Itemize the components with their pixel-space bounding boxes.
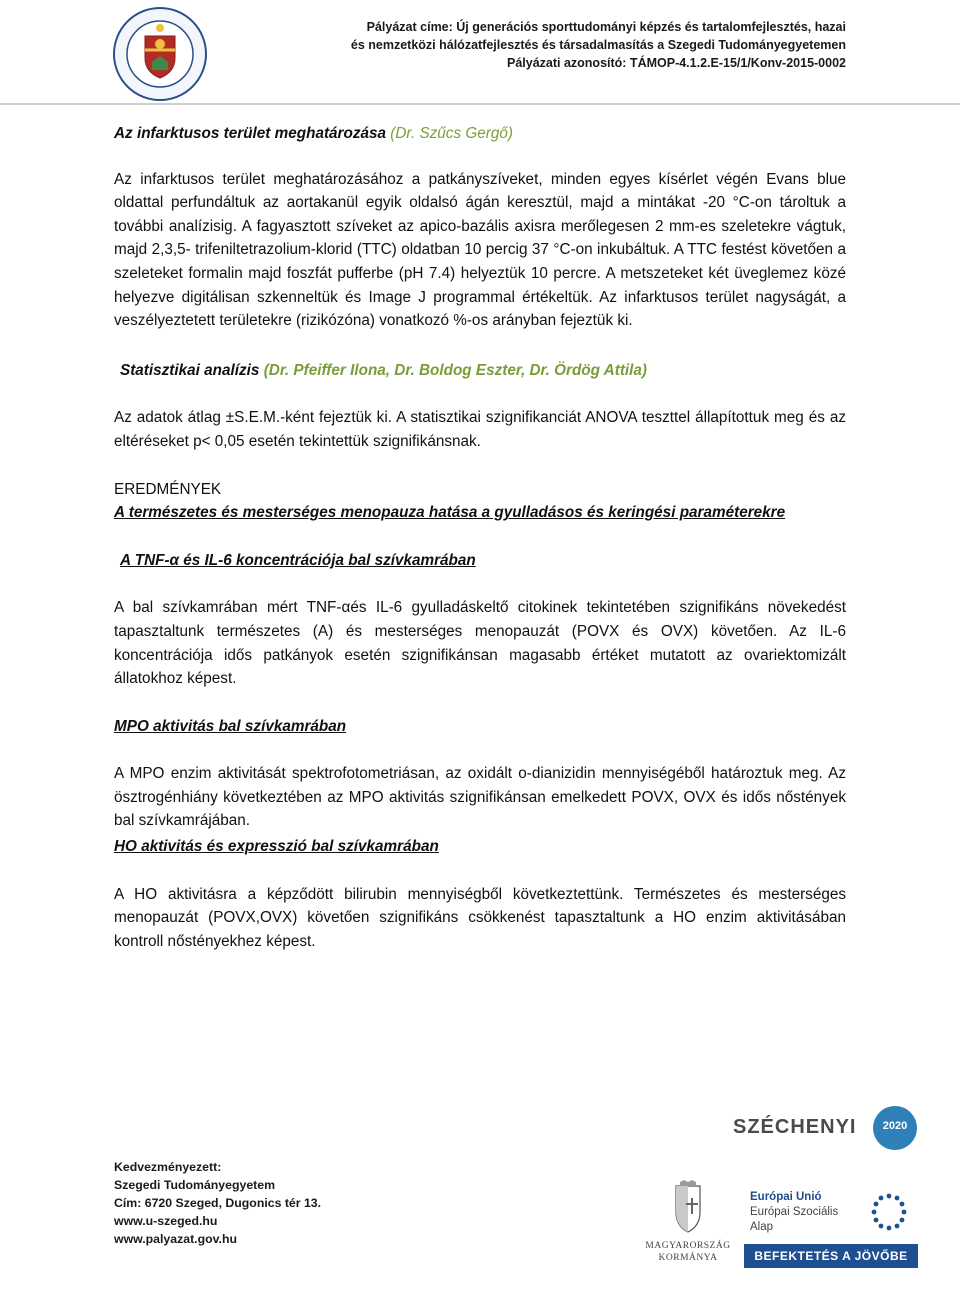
document-body (114, 122, 846, 953)
project-title-line1: Pályázat címe: Új generációs sporttudományi képzés és tartalomfejlesztés, hazai (366, 20, 846, 34)
szechenyi-year: 2020 (882, 1120, 908, 1132)
stats-authors: (Dr. Pfeiffer Ilona, Dr. Boldog Eszter, Dr. Ördög Attila) (263, 361, 648, 379)
eu-fund-name-line1: Európai Szociális (750, 1206, 839, 1218)
eu-fund-logo (744, 1188, 918, 1270)
eu-fund-name-line2: Alap (750, 1221, 774, 1233)
szechenyi-2020-logo (733, 1100, 919, 1160)
tnf-title: A TNF-α és IL-6 koncentrációja bal szívkamrában (120, 551, 476, 569)
header-divider (0, 103, 960, 105)
eu-fund-text (750, 1190, 838, 1235)
results-heading: EREDMÉNYEK (114, 480, 222, 498)
hungarian-government-logo (640, 1180, 736, 1274)
project-id: Pályázati azonosító: TÁMOP-4.1.2.E-15/1/Konv-2015-0002 (506, 56, 846, 70)
government-name-line1: MAGYARORSZÁG (645, 1241, 731, 1251)
infarct-title-text: Az infarktusos terület meghatározása (114, 125, 387, 142)
beneficiary-label: Kedvezményezett: (114, 1160, 222, 1174)
university-seal-logo (112, 6, 208, 102)
infarct-section-title (114, 122, 846, 146)
mpo-paragraph: A MPO enzim aktivitását spektrofotometriásan, az oxidált o-dianizidin mennyiségéből határoztuk meg. Az ösztrogénhiány következtében az MPO aktivitás szignifikánsan emelkedett POVX, OVX és idős nőstények bal szívkamrájában. (114, 765, 846, 830)
ho-paragraph: A HO aktivitásra a képződött bilirubin mennyiségből következtettünk. Természetes és mesterséges menopauzát (POVX,OVX) követően szignifikáns csökkenést tapasztaltunk a HO enzim aktivitásában kontroll nőstényekhez képest. (114, 885, 846, 950)
project-title-line2: és nemzetközi hálózatfejlesztés és társadalmasítás a Szegedi Tudományegyetemen (350, 38, 846, 52)
eu-flag-icon (860, 1188, 918, 1236)
mpo-title: MPO aktivitás bal szívkamrában (114, 717, 347, 735)
infarct-authors: (Dr. Szűcs Gergő) (390, 125, 513, 142)
eu-slogan-band: BEFEKTETÉS A JÖVŐBE (744, 1244, 918, 1268)
eu-name: Európai Unió (750, 1191, 822, 1203)
beneficiary-info (114, 1158, 321, 1248)
results-main-title: A természetes és mesterséges menopauza hatása a gyulladásos és keringési paraméterekre (114, 504, 786, 522)
government-name (640, 1240, 736, 1264)
stats-section-title (114, 359, 846, 383)
government-name-line2: KORMÁNYA (658, 1253, 718, 1263)
tender-website[interactable]: www.palyazat.gov.hu (114, 1232, 237, 1246)
infarct-paragraph: Az infarktusos terület meghatározásához a patkányszíveket, minden egyes kísérlet végén Evans blue oldattal perfundáltuk az aortakanül egyik oldalsó ágán keresztül, majd a mintákat -20 °C-on tároltuk a további analízisig. A fagyasztott szíveket az apico-bazális axisra merőlegesen 2 mm-es szeletekre vágtuk, majd 2,3,5- trifeniltetrazolium-klorid (TTC) oldatban 10 percig 37 °C-on inkubáltuk. A TTC festést követően a szeleteket formalin majd foszfát pufferbe (pH 7.4) helyeztük 10 percre. A metszeteket két üveglemez közé helyezve digitálisan szkenneltük és Image J programmal értékeltük. Az infarktusos terület nagyságát, a veszélyeztetett területekre (rizikózóna) vonatkozó %-os arányban fejeztük ki. (114, 170, 846, 330)
hungarian-coat-of-arms-icon (640, 1180, 736, 1238)
project-info (351, 18, 846, 72)
szechenyi-label: SZÉCHENYI (733, 1116, 857, 1138)
stats-paragraph: Az adatok átlag ±S.E.M.-ként fejeztük ki. A statisztikai szignifikanciát ANOVA teszttel állapítottuk meg és az eltéréseket p< 0,05 esetén tekintettük szignifikánsnak. (114, 409, 846, 450)
ho-title: HO aktivitás és expresszió bal szívkamrában (114, 838, 439, 856)
beneficiary-org: Szegedi Tudományegyetem (114, 1178, 276, 1192)
beneficiary-address: Cím: 6720 Szeged, Dugonics tér 13. (114, 1196, 322, 1210)
university-website[interactable]: www.u-szeged.hu (114, 1214, 218, 1228)
tnf-paragraph: A bal szívkamrában mért TNF-αés IL-6 gyulladáskeltő citokinek tekintetében szignifikáns növekedést tapasztaltunk természetes (A) és mesterséges menopauzát (POVX és OVX) követően. Az IL-6 koncentrációja idős patkányok esetén szignifikánsan magasabb értéket mutatott az ovariektomizált állatokhoz képest. (114, 599, 846, 688)
stats-title-text: Statisztikai analízis (120, 361, 260, 379)
page-header (0, 0, 960, 104)
